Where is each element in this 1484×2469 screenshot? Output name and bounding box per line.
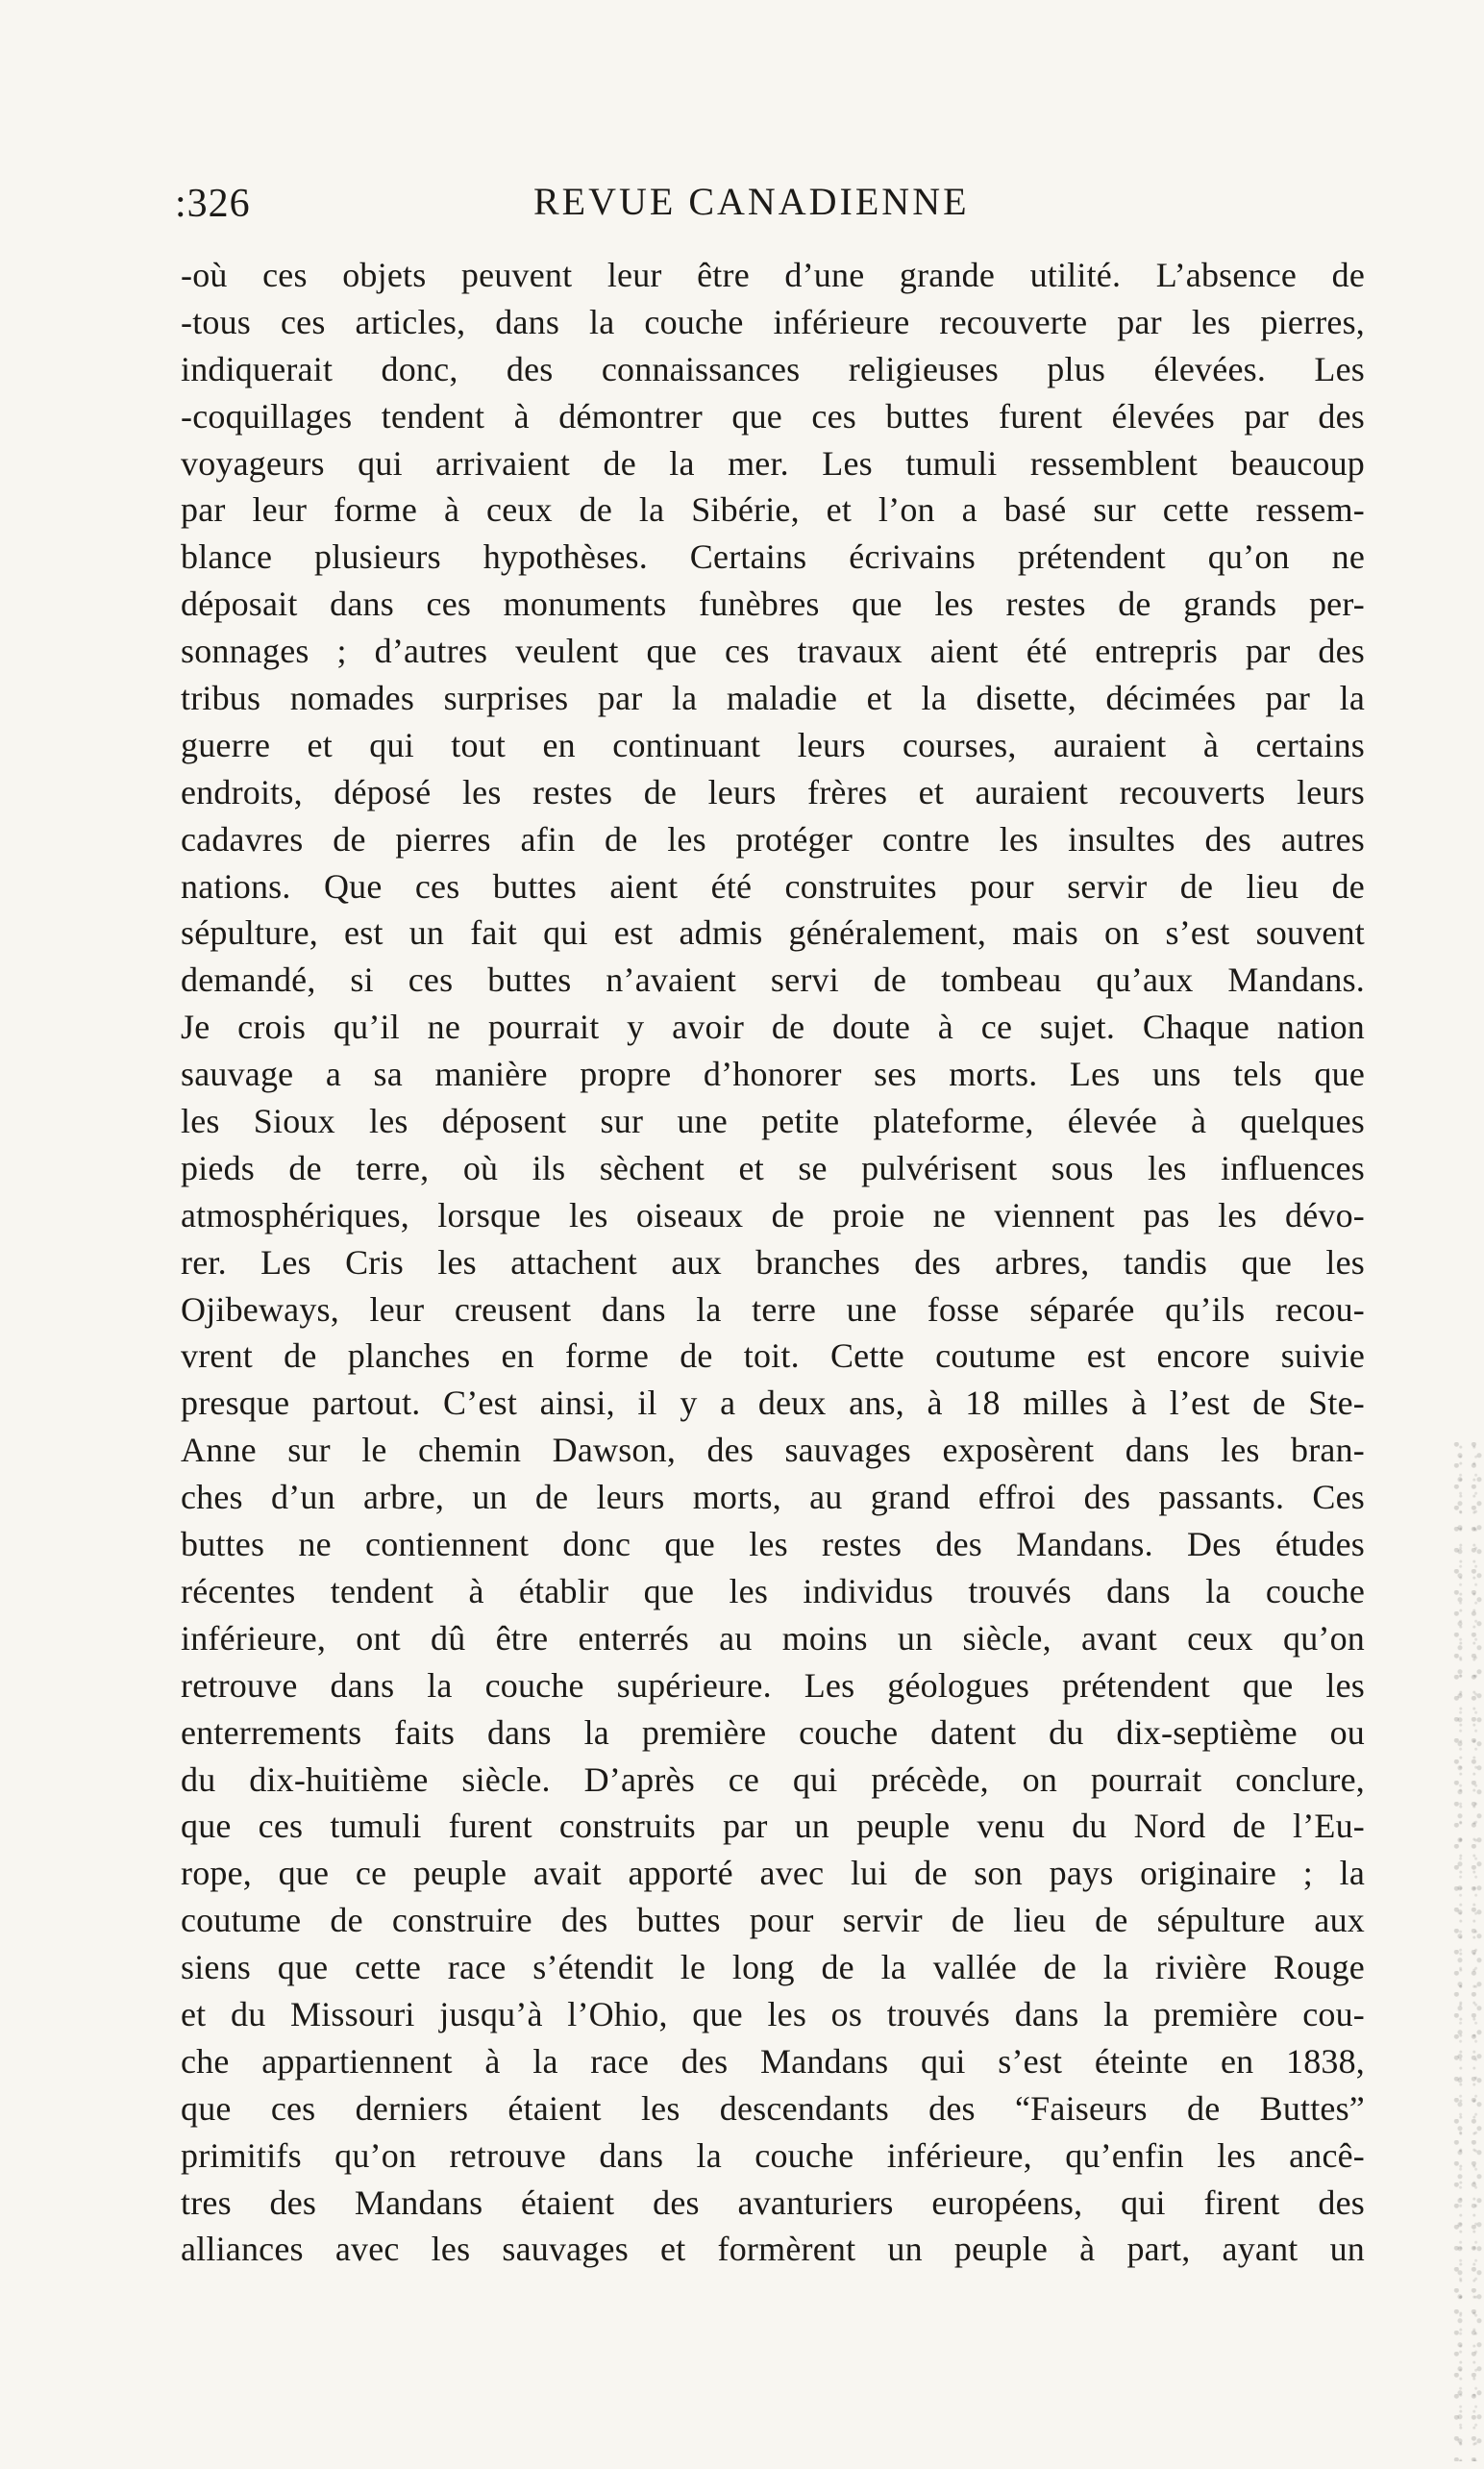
text-line: tribus nomades surprises par la maladie et la disette, décimées par la (181, 679, 1365, 718)
text-line: sonnages ; d’autres veulent que ces travaux aient été entrepris par des (181, 632, 1365, 671)
text-line: retrouve dans la couche supérieure. Les géologues prétendent que les (181, 1665, 1365, 1705)
text-line: primitifs qu’on retrouve dans la couche inférieure, qu’enfin les ancê- (181, 2135, 1365, 2175)
text-line: atmosphériques, lorsque les oiseaux de proie ne viennent pas les dévo- (181, 1195, 1365, 1234)
text-line: buttes ne contiennent donc que les restes des Mandans. Des études (181, 1525, 1365, 1564)
text-line: les Sioux les déposent sur une petite plateforme, élevée à quelques (181, 1102, 1365, 1141)
text-line: indiquerait donc, des connaissances religieuses plus élevées. Les (181, 349, 1365, 388)
text-line: endroits, déposé les restes de leurs frères et auraient recouverts leurs (181, 772, 1365, 811)
text-line: guerre et qui tout en continuant leurs courses, auraient à certains (181, 725, 1365, 764)
text-line: rer. Les Cris les attachent aux branches des arbres, tandis que les (181, 1242, 1365, 1282)
text-line: vrent de planches en forme de toit. Cette coutume est encore suivie (181, 1336, 1365, 1376)
text-line: sépulture, est un fait qui est admis généralement, mais on s’est souvent (181, 913, 1365, 953)
text-line: inférieure, ont dû être enterrés au moins un siècle, avant ceux qu’on (181, 1618, 1365, 1658)
text-line: du dix-huitième siècle. D’après ce qui précède, on pourrait conclure, (181, 1759, 1365, 1799)
text-line: -où ces objets peuvent leur être d’une grande utilité. L’absence de (181, 256, 1365, 294)
text-line: enterrements faits dans la première couche datent du dix-septième ou (181, 1712, 1365, 1752)
text-line: rope, que ce peuple avait apporté avec lui de son pays originaire ; la (181, 1854, 1365, 1893)
text-line: siens que cette race s’étendit le long de la vallée de la rivière Rouge (181, 1948, 1365, 1987)
body-text (181, 252, 1365, 2273)
scan-edge-noise (1451, 1442, 1484, 2461)
text-line: Anne sur le chemin Dawson, des sauvages exposèrent dans les bran- (181, 1431, 1365, 1470)
text-line: presque partout. C’est ainsi, il y a deux ans, à 18 milles à l’est de Ste- (181, 1384, 1365, 1423)
text-line: sauvage a sa manière propre d’honorer ses morts. Les uns tels que (181, 1055, 1365, 1094)
text-line: Ojibeways, leur creusent dans la terre une fosse séparée qu’ils recou- (181, 1289, 1365, 1329)
text-line: et du Missouri jusqu’à l’Ohio, que les os trouvés dans la première cou- (181, 1994, 1365, 2033)
text-line: voyageurs qui arrivaient de la mer. Les tumuli ressemblent beaucoup (181, 443, 1365, 483)
text-line: -coquillages tendent à démontrer que ces buttes furent élevées par des (181, 396, 1365, 436)
text-line: cadavres de pierres afin de les protéger contre les insultes des autres (181, 819, 1365, 859)
text-line: pieds de terre, où ils sèchent et se pulvérisent sous les influences (181, 1148, 1365, 1187)
text-line: nations. Que ces buttes aient été construites pour servir de lieu de (181, 866, 1365, 906)
text-line: récentes tendent à établir que les individus trouvés dans la couche (181, 1571, 1365, 1610)
journal-title-header: REVUE CANADIENNE (533, 180, 970, 223)
text-line: par leur forme à ceux de la Sibérie, et l’on a basé sur cette ressem- (181, 490, 1365, 530)
text-line: tres des Mandans étaient des avanturiers européens, qui firent des (181, 2182, 1365, 2222)
text-line: alliances avec les sauvages et formèrent un peuple à part, ayant un (181, 2230, 1365, 2269)
text-line: déposait dans ces monuments funèbres que les restes de grands per- (181, 585, 1365, 624)
text-line: Je crois qu’il ne pourrait y avoir de doute à ce sujet. Chaque nation (181, 1008, 1365, 1047)
text-line: -tous ces articles, dans la couche inférieure recouverte par les pierres, (181, 302, 1365, 341)
text-line: que ces derniers étaient les descendants des “Faiseurs de Buttes” (181, 2088, 1365, 2128)
text-line: demandé, si ces buttes n’avaient servi de tombeau qu’aux Mandans. (181, 960, 1365, 1000)
text-line: che appartiennent à la race des Mandans qui s’est éteinte en 1838, (181, 2041, 1365, 2081)
text-line: blance plusieurs hypothèses. Certains écrivains prétendent qu’on ne (181, 537, 1365, 577)
text-line: que ces tumuli furent construits par un peuple venu du Nord de l’Eu- (181, 1807, 1365, 1846)
text-line: ches d’un arbre, un de leurs morts, au grand effroi des passants. Ces (181, 1478, 1365, 1517)
page-number: :326 (175, 182, 251, 226)
text-line: coutume de construire des buttes pour servir de lieu de sépulture aux (181, 1901, 1365, 1940)
